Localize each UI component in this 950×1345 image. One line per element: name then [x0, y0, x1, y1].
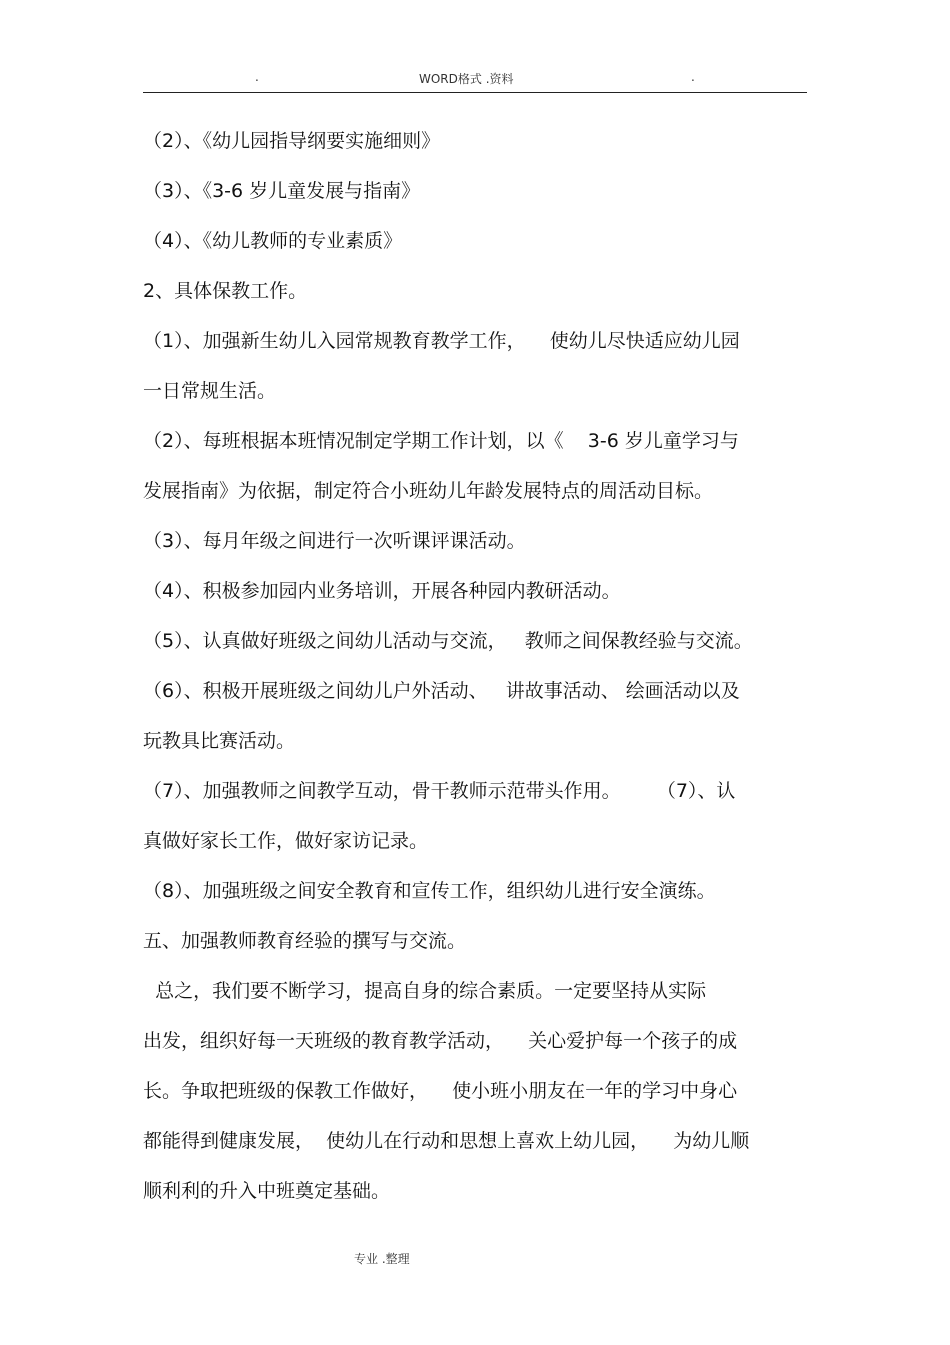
text-line: 玩教具比赛活动。 [143, 730, 296, 752]
text-line: （4）、《幼儿教师的专业素质》 [143, 230, 403, 252]
text-line: 出发，组织好每一天班级的教育教学活动， 关心爱护每一个孩子的成 [143, 1030, 738, 1052]
text-line: （7）、加强教师之间教学互动，骨干教师示范带头作用。 （7）、认 [143, 780, 736, 802]
section-heading: 五、加强教师教育经验的撰写与交流。 [143, 930, 467, 952]
text-line: 都能得到健康发展， 使幼儿在行动和思想上喜欢上幼儿园， 为幼儿顺 [143, 1130, 750, 1152]
header-right-mark: . [691, 70, 695, 84]
text-line: （5）、认真做好班级之间幼儿活动与交流， 教师之间保教经验与交流。 [143, 630, 753, 652]
text-line: （8）、加强班级之间安全教育和宣传工作，组织幼儿进行安全演练。 [143, 880, 716, 902]
text-line: 发展指南》为依据，制定符合小班幼儿年龄发展特点的周活动目标。 [143, 480, 714, 502]
text-line: 一日常规生活。 [143, 380, 277, 402]
text-line: （4）、积极参加园内业务培训，开展各种园内教研活动。 [143, 580, 621, 602]
text-line: （6）、积极开展班级之间幼儿户外活动、 讲故事活动、 绘画活动以及 [143, 680, 740, 702]
text-line: （3）、《3-6 岁儿童发展与指南》 [143, 180, 421, 202]
text-line: 顺利利的升入中班奠定基础。 [143, 1180, 391, 1202]
header-left-mark: . [255, 70, 259, 84]
text-line: （3）、每月年级之间进行一次听课评课活动。 [143, 530, 526, 552]
page-header [143, 66, 807, 93]
text-line: 总之，我们要不断学习，提高自身的综合素质。一定要坚持从实际 [143, 980, 707, 1002]
text-line: （2）、《幼儿园指导纲要实施细则》 [143, 130, 441, 152]
text-line: 长。争取把班级的保教工作做好， 使小班小朋友在一年的学习中身心 [143, 1080, 738, 1102]
page-footer: 专业 .整理 [354, 1252, 410, 1266]
text-line: 真做好家长工作，做好家访记录。 [143, 830, 429, 852]
text-line: 2、具体保教工作。 [143, 280, 308, 302]
text-line: （1）、加强新生幼儿入园常规教育教学工作， 使幼儿尽快适应幼儿园 [143, 330, 740, 352]
text-line: （2）、每班根据本班情况制定学期工作计划，以《 3-6 岁儿童学习与 [143, 430, 739, 452]
header-title: WORD格式 .资料 [419, 72, 514, 86]
